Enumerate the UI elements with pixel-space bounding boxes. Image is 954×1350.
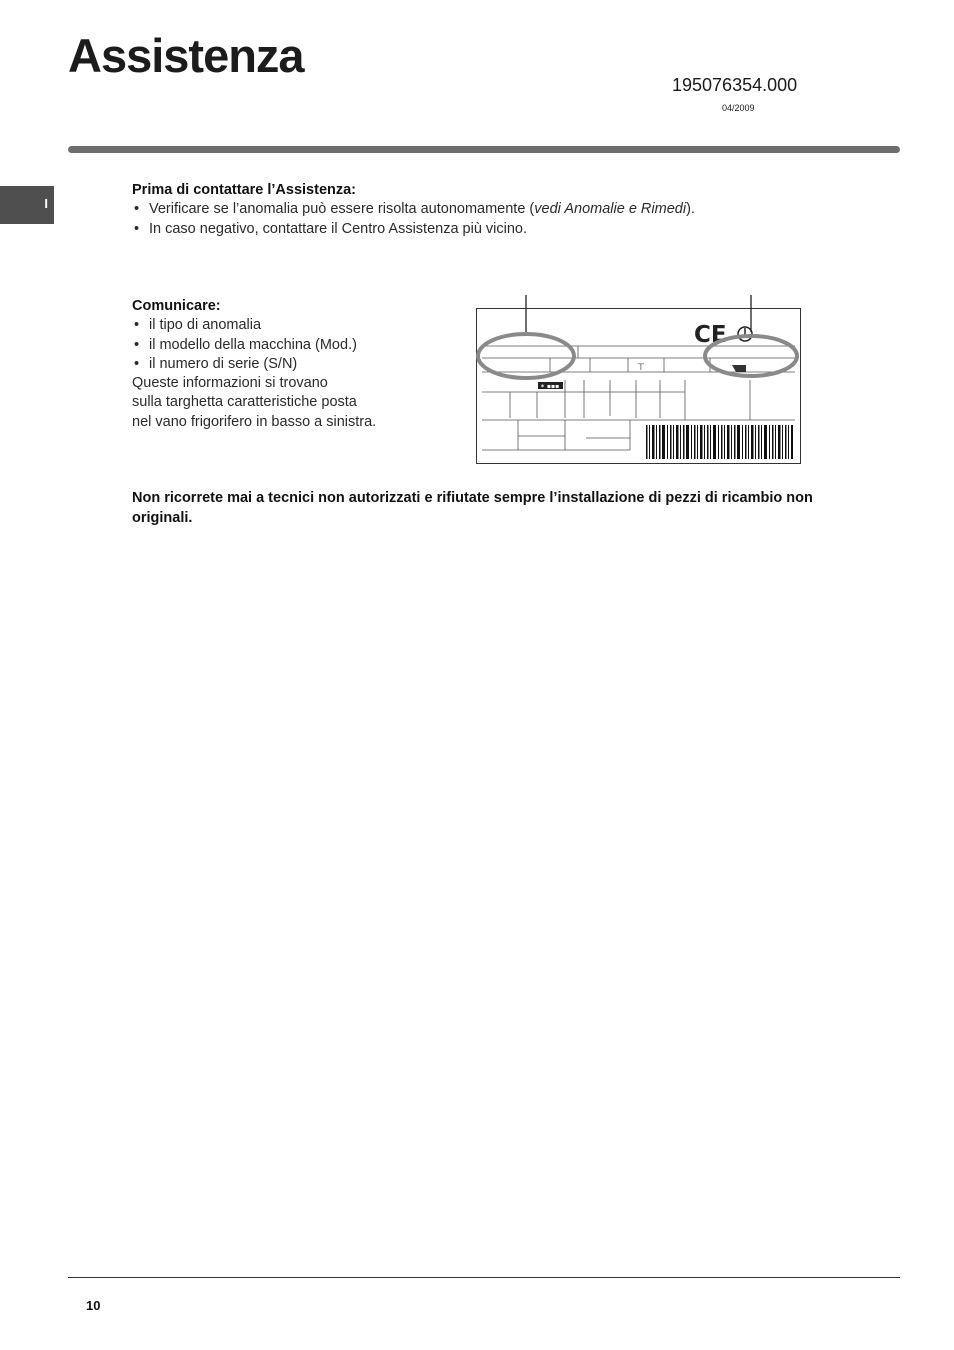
document-number: 195076354.000 — [672, 75, 798, 95]
language-tab — [0, 186, 54, 224]
list-item: • Verificare se l’anomalia può essere risolta autonomamente (vedi Anomalie e Rimedi). — [132, 200, 832, 219]
header-divider — [68, 146, 900, 153]
note-line: sulla targhetta caratteristiche posta — [132, 394, 357, 411]
note-line: Queste informazioni si trovano — [132, 375, 328, 392]
footer-divider — [68, 1277, 900, 1278]
note-line: nel vano frigorifero in basso a sinistra. — [132, 413, 377, 430]
list-item: • il tipo di anomalia — [132, 316, 452, 335]
rating-plate-illustration — [470, 292, 810, 468]
document-date: 04/2009 — [722, 103, 755, 113]
symbol-icon: ⊤ — [637, 363, 645, 373]
language-tab-label: I — [44, 196, 48, 211]
rating-plate-svg — [470, 292, 810, 468]
list-item: • il modello della macchina (Mod.) — [132, 336, 452, 355]
ce-mark-icon: CE — [694, 322, 727, 348]
before-contact-heading: Prima di contattare l’Assistenza: — [132, 182, 357, 198]
communicate-heading: Comunicare: — [132, 298, 221, 314]
list-item: • il numero di serie (S/N) — [132, 355, 452, 374]
communicate-section — [132, 297, 452, 432]
warning-text: Non ricorrete mai a tecnici non autorizzati e rifiutate sempre l’installazione di pezzi di ricambio non originali. — [132, 490, 813, 526]
page-number: 10 — [86, 1298, 101, 1313]
star-rating-icon — [538, 382, 563, 390]
page-title: Assistenza — [68, 29, 304, 82]
svg-text:✶ ▪▪▪: ✶ ▪▪▪ — [540, 383, 560, 390]
list-item: • In caso negativo, contattare il Centro Assistenza più vicino. — [132, 220, 832, 239]
before-contact-section — [132, 181, 832, 239]
